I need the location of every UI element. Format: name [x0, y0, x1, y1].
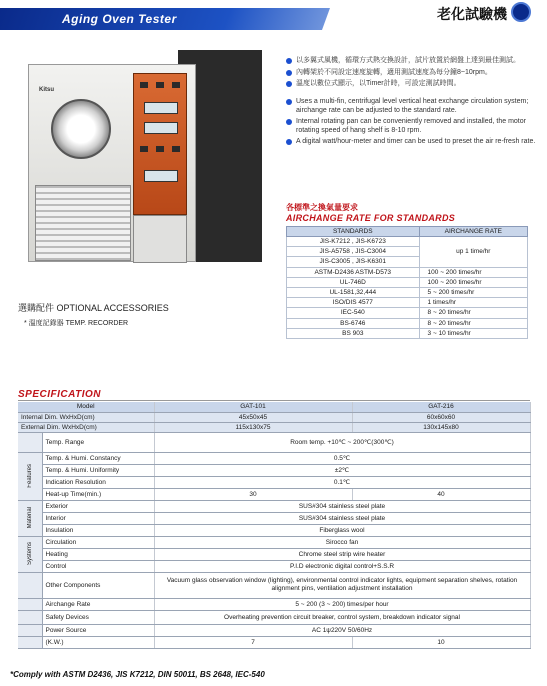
spec-label: Temp. & Humi. Uniformity [42, 464, 154, 476]
spec-row [18, 536, 530, 548]
spec-label: Insulation [42, 524, 154, 536]
table-header-row [287, 227, 528, 237]
rate-cell: 100 ~ 200 times/hr [419, 267, 527, 277]
standard-cell: BS-6746 [287, 318, 420, 328]
spec-value: 0.1℃ [154, 476, 530, 488]
table-row [287, 328, 528, 338]
spec-label: Model [18, 402, 154, 412]
spec-row [18, 598, 530, 610]
rate-cell: 8 ~ 20 times/hr [419, 318, 527, 328]
switch-icon [140, 146, 148, 152]
spec-row [18, 432, 530, 452]
page-title-cn: 老化試驗機 [437, 7, 507, 23]
spec-label: Circulation [42, 536, 154, 548]
indicator-light-icon [156, 82, 164, 88]
standard-cell: ISO/DIS 4577 [287, 298, 420, 308]
feature-item: 內轉架於不同設定速度旋轉，適用測試速度為每分鐘8~10rpm。 [286, 68, 538, 78]
power-meter-display [144, 170, 178, 182]
feature-list [286, 56, 538, 148]
spec-row [18, 512, 530, 524]
spec-row [18, 422, 530, 432]
standard-cell: UL-1581,32,444 [287, 287, 420, 297]
spec-label: Internal Dim. WxHxD(cm) [18, 412, 154, 422]
optional-accessories-title: 選購配件 OPTIONAL ACCESSORIES [18, 303, 169, 313]
spec-row [18, 560, 530, 572]
spec-row [18, 500, 530, 512]
spec-value: 10 [352, 636, 530, 648]
feature-item: A digital watt/hour-meter and timer can be used to preset the air re-fresh rate. [286, 137, 538, 146]
spec-value: SUS#304 stainless steel plate [154, 500, 530, 512]
spec-value: 115x130x75 [154, 422, 352, 432]
spec-label: Heat-up Time(min.) [42, 488, 154, 500]
standard-cell: JIS-A5758 , JIS-C3004 [287, 247, 420, 257]
feature-item: 溫度以數位式顯示，以Timer計時，可設定測試時間。 [286, 79, 538, 89]
model-1: GAT-101 [154, 402, 352, 412]
spec-value: 5 ~ 200 (3 ~ 200) times/per hour [154, 598, 530, 610]
compliance-note: *Comply with ASTM D2436, JIS K7212, DIN 50011, BS 2648, IEC-540 [10, 670, 265, 679]
feature-item: Uses a multi-fin, centrifugal level vertical heat exchange circulation system; airchange rate can be adjusted to the standard rate. [286, 97, 538, 115]
timer-display [144, 122, 178, 134]
bullet-icon [286, 81, 292, 87]
standard-cell: JIS-K7212 , JIS-K6723 [287, 237, 420, 247]
model-2: GAT-216 [352, 402, 530, 412]
observation-window-icon [51, 99, 111, 159]
spec-label: (K.W.) [42, 636, 154, 648]
spec-row [18, 452, 530, 464]
spec-label: Temp. & Humi. Constancy [42, 452, 154, 464]
bullet-icon [286, 119, 292, 125]
divider [18, 400, 530, 401]
spec-label: Exterior [42, 500, 154, 512]
spec-label: Safety Devices [42, 610, 154, 624]
airchange-title: AIRCHANGE RATE FOR STANDARDS [286, 213, 456, 223]
spec-value: P.I.D electronic digital control+S.S.R [154, 560, 530, 572]
spec-row [18, 488, 530, 500]
rate-cell: 5 ~ 200 times/hr [419, 287, 527, 297]
table-row [287, 308, 528, 318]
spec-row [18, 572, 530, 598]
group-label-systems: Systems [18, 536, 42, 572]
column-header: AIRCHANGE RATE [419, 227, 527, 237]
indicator-light-icon [172, 82, 180, 88]
indicator-light-icon [140, 82, 148, 88]
rate-cell: up 1 time/hr [419, 237, 527, 268]
spec-label: Interior [42, 512, 154, 524]
spec-value: AC 1ψ220V 50/60Hz [154, 624, 530, 636]
temperature-display [144, 102, 178, 114]
oven-logo: Kitsu [39, 87, 54, 93]
oven-cabinet [28, 64, 196, 262]
rate-cell: 8 ~ 20 times/hr [419, 308, 527, 318]
spec-value: 40 [352, 488, 530, 500]
bullet-icon [286, 99, 292, 105]
table-row [287, 298, 528, 308]
switch-icon [156, 146, 164, 152]
specification-table [18, 402, 531, 649]
spec-label: Control [42, 560, 154, 572]
rate-cell: 1 times/hr [419, 298, 527, 308]
table-row [287, 267, 528, 277]
spec-value: 0.5℃ [154, 452, 530, 464]
standard-cell: ASTM-D2436 ASTM-D573 [287, 267, 420, 277]
feature-item: 以多翼式風機，循環方式熱交換設計，試片放置於網盤上達到最佳測試。 [286, 56, 538, 66]
page-title: Aging Oven Tester [62, 12, 177, 26]
spec-value: Room temp. +10℃ ~ 200℃(300℃) [154, 432, 530, 452]
specification-title: SPECIFICATION [18, 389, 101, 400]
table-row [287, 287, 528, 297]
spec-row [18, 548, 530, 560]
standard-cell: UL-746D [287, 277, 420, 287]
spec-value: 130x145x80 [352, 422, 530, 432]
spec-value: SUS#304 stainless steel plate [154, 512, 530, 524]
spec-row-model [18, 402, 530, 412]
bullet-icon [286, 139, 292, 145]
spec-value: 60x60x60 [352, 412, 530, 422]
group-label-material: Material [18, 500, 42, 536]
spec-row [18, 476, 530, 488]
standard-cell: BS 903 [287, 328, 420, 338]
control-panel [133, 73, 187, 215]
vent-louvers [35, 185, 131, 261]
spec-value: Vacuum glass observation window (lighting), environmental control indicator lights, equipment separation shelves, rotation alignment pins, ventilation adjustment installation [154, 572, 530, 598]
group-label-features: Features [18, 452, 42, 500]
standard-cell: JIS-C3005 , JIS-K6301 [287, 257, 420, 267]
spec-label: Heating [42, 548, 154, 560]
spec-value: Chrome steel strip wire heater [154, 548, 530, 560]
spec-row [18, 610, 530, 624]
spec-value: Overheating prevention circuit breaker, control system, breakdown indicator signal [154, 610, 530, 624]
spec-label: Other Components [42, 572, 154, 598]
standard-cell: IEC-540 [287, 308, 420, 318]
table-row [287, 318, 528, 328]
brand-logo-icon [511, 2, 531, 22]
spec-row [18, 524, 530, 536]
spec-row [18, 624, 530, 636]
bullet-icon [286, 58, 292, 64]
optional-accessory-item: * 溫度記錄器 TEMP. RECORDER [24, 320, 129, 327]
airchange-table [286, 226, 528, 339]
spec-label: External Dim. WxHxD(cm) [18, 422, 154, 432]
rate-cell: 3 ~ 10 times/hr [419, 328, 527, 338]
table-row [287, 277, 528, 287]
rate-cell: 100 ~ 200 times/hr [419, 277, 527, 287]
spec-row [18, 464, 530, 476]
spec-value: Fiberglass wool [154, 524, 530, 536]
product-photo [28, 50, 264, 264]
spec-label: Indication Resolution [42, 476, 154, 488]
feature-item: Internal rotating pan can be conveniently removed and installed, the motor rotating speed of hang shelf is 8-10 rpm. [286, 117, 538, 135]
spec-label: Temp. Range [42, 432, 154, 452]
switch-icon [172, 146, 180, 152]
spec-label: Power Source [42, 624, 154, 636]
airchange-title-cn: 各標準之換氣量要求 [286, 203, 358, 212]
spec-value: ±2℃ [154, 464, 530, 476]
base-door [133, 215, 187, 263]
spec-value: 30 [154, 488, 352, 500]
spec-value: Sirocco fan [154, 536, 530, 548]
spec-row [18, 412, 530, 422]
spec-label: Airchange Rate [42, 598, 154, 610]
table-row [287, 237, 528, 247]
spec-value: 45x50x45 [154, 412, 352, 422]
spec-value: 7 [154, 636, 352, 648]
spec-row [18, 636, 530, 648]
bullet-icon [286, 70, 292, 76]
column-header: STANDARDS [287, 227, 420, 237]
